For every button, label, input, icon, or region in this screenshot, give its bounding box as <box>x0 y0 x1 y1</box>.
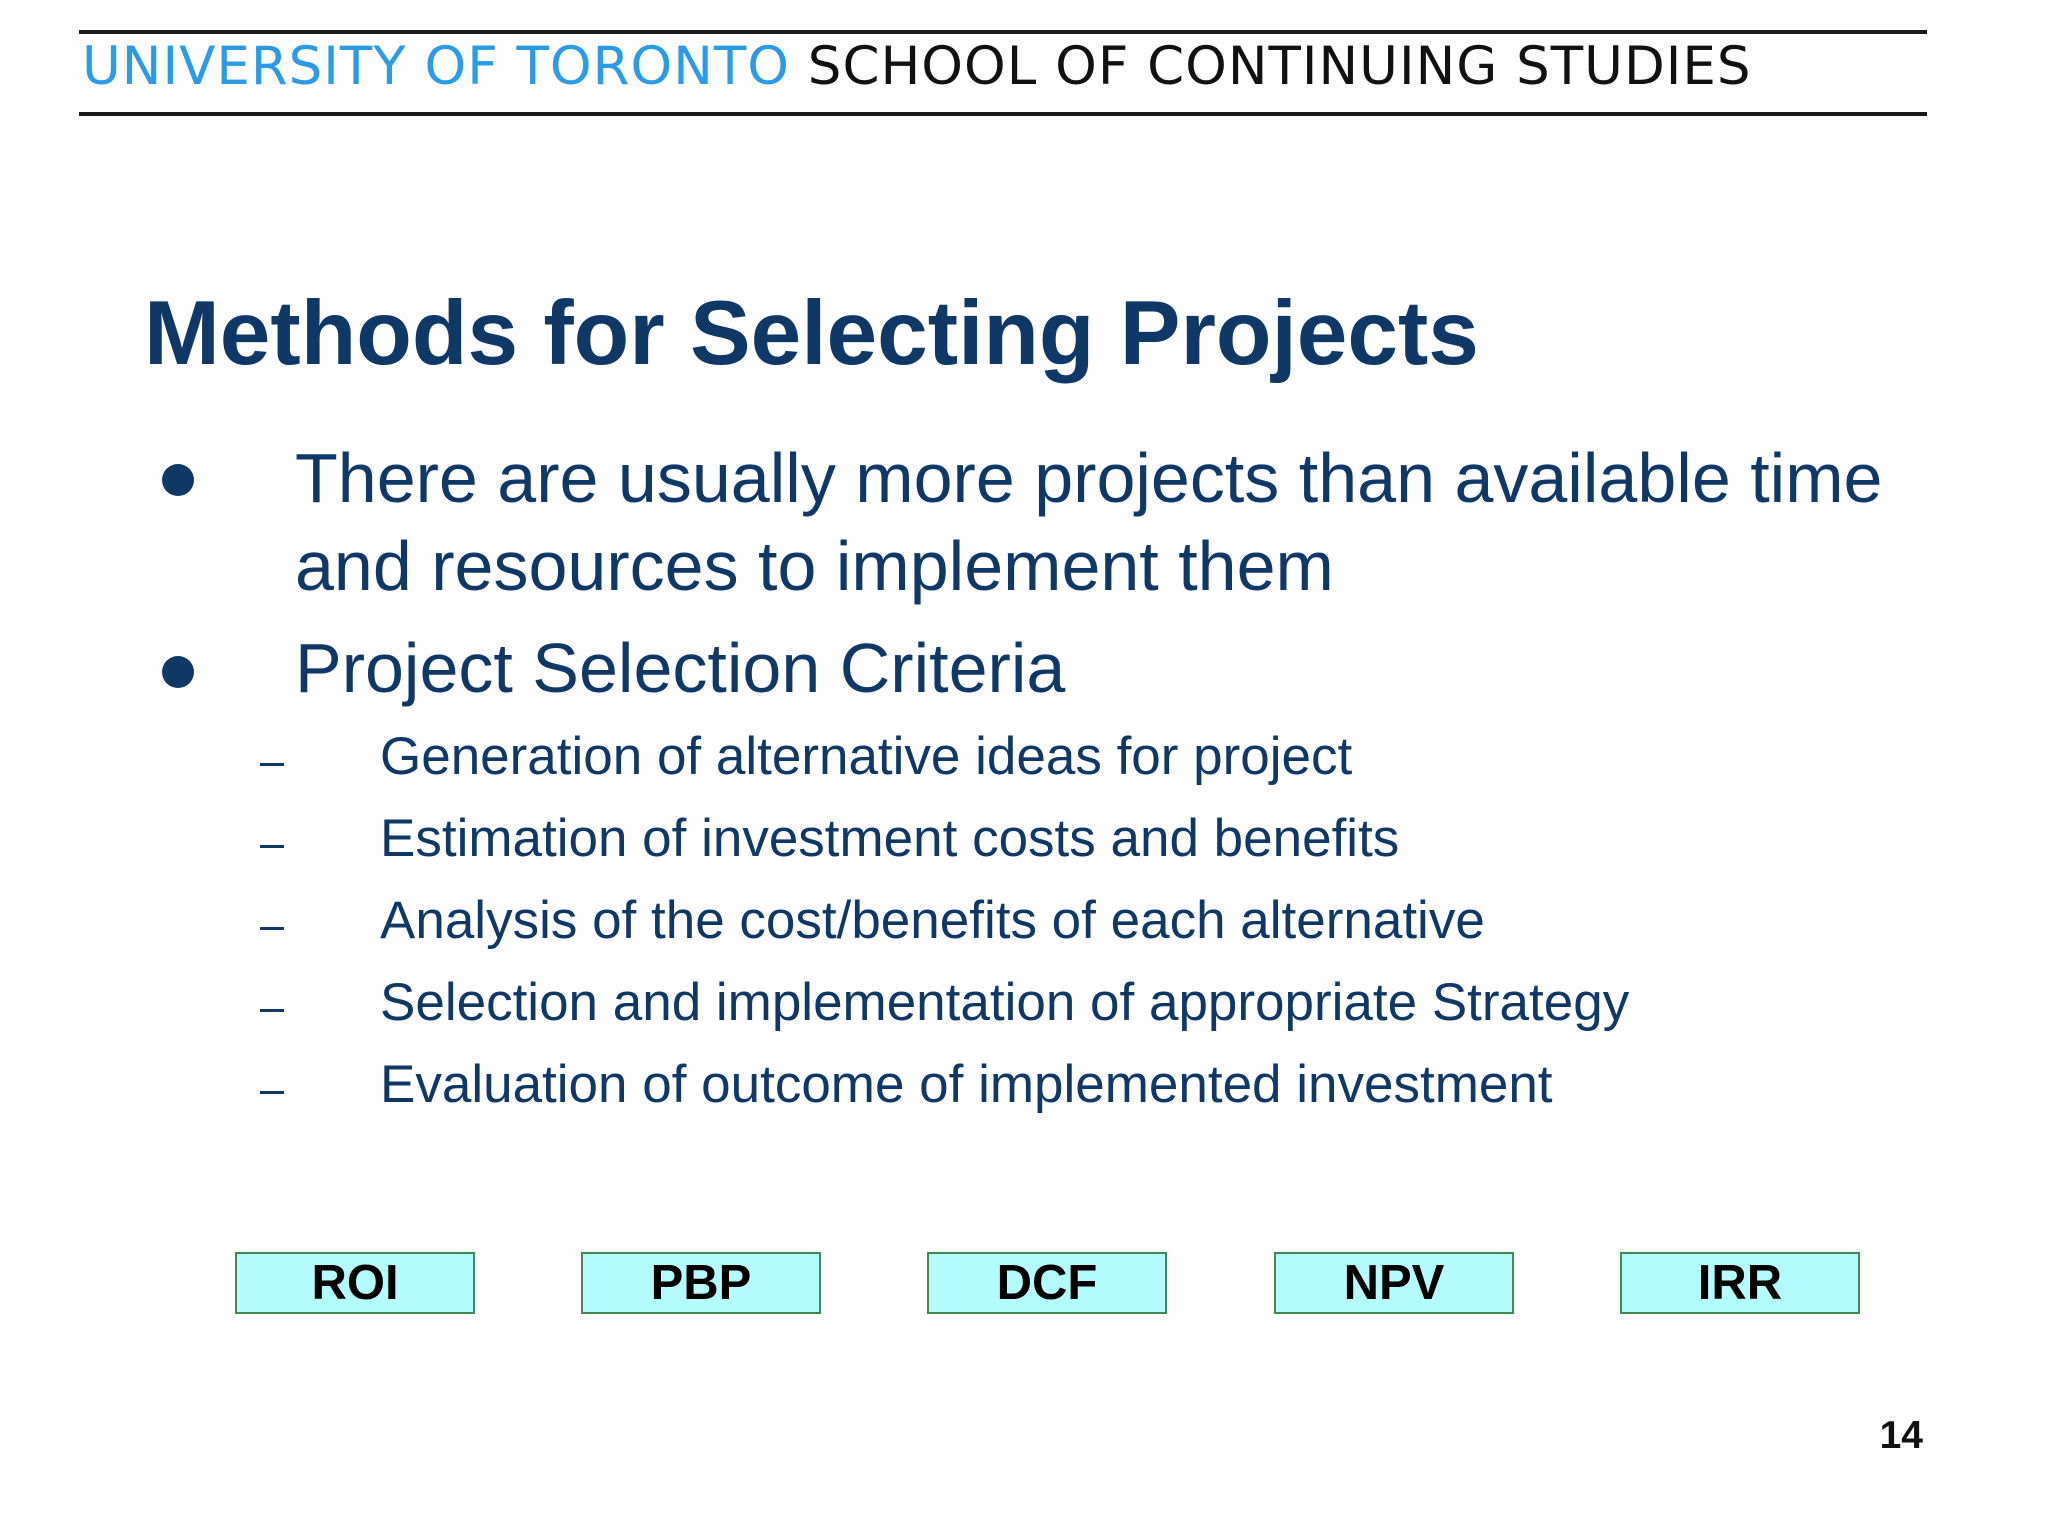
dash-icon <box>260 763 284 766</box>
bullet-icon <box>162 464 194 496</box>
sub-item-2: Estimation of investment costs and benefits <box>380 809 1400 868</box>
sub-item-4: Selection and implementation of appropriate Strategy <box>380 973 1630 1032</box>
bullet-2-line-1: Project Selection Criteria <box>295 629 1066 707</box>
page-number: 14 <box>1879 1414 1923 1457</box>
method-roi-button[interactable]: ROI <box>235 1252 475 1314</box>
dash-icon <box>260 1009 284 1012</box>
bullet-icon <box>162 656 194 688</box>
dash-icon <box>260 1091 284 1094</box>
method-pbp-button[interactable]: PBP <box>581 1252 821 1314</box>
bullet-1-line-2: and resources to implement them <box>295 527 1334 605</box>
sub-item-1: Generation of alternative ideas for project <box>380 727 1353 786</box>
sub-item-3: Analysis of the cost/benefits of each alternative <box>380 891 1485 950</box>
university-name: UNIVERSITY OF TORONTO <box>82 36 790 97</box>
bullet-1-line-1: There are usually more projects than available time <box>295 439 1883 517</box>
method-npv-button[interactable]: NPV <box>1274 1252 1514 1314</box>
sub-item-5: Evaluation of outcome of implemented investment <box>380 1055 1553 1114</box>
dash-icon <box>260 845 284 848</box>
slide-title: Methods for Selecting Projects <box>144 283 1479 384</box>
header-banner <box>82 36 1752 97</box>
dash-icon <box>260 927 284 930</box>
method-irr-button[interactable]: IRR <box>1620 1252 1860 1314</box>
school-name: SCHOOL OF CONTINUING STUDIES <box>807 36 1752 97</box>
method-dcf-button[interactable]: DCF <box>927 1252 1167 1314</box>
slide-header <box>79 30 1927 116</box>
